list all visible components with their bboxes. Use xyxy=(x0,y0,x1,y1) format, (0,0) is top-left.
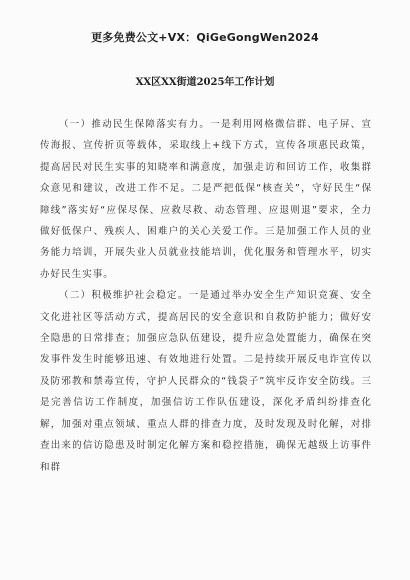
document-body xyxy=(40,114,372,478)
promo-header: 更多免费公文+VX：QiGeGongWen2024 xyxy=(91,31,319,44)
document-title: XX区XX街道2025年工作计划 xyxy=(135,77,275,88)
paragraph-stability: （二）积极维护社会稳定。一是通过举办安全生产知识竞赛、安全文化进社区等活动方式，提高居民的安全意识和自救防护能力；做好安全隐患的日常排查；加强应急队伍建设，提升应急处置能力，确保在突发事件发生时能够迅速、有效地进行处置。二是持续开展反电诈宣传以及防邪教和禁毒宣传，守护人民群众的“钱袋子”筑牢反诈安全防线。三是完善信访工作制度，加强信访工作队伍建设，深化矛盾纠纷排查化解，加强对重点领域、重点人群的排查力度，及时发现及时化解，对排查出来的信访隐患及时制定化解方案和稳控措施，确保无越级上访事件和群 xyxy=(40,290,372,473)
paragraph-livelihood: （一）推动民生保障落实有力。一是利用网格微信群、电子屏、宣传海报、宣传折页等载体，采取线上+线下方式，宣传各项惠民政策，提高居民对民生实事的知晓率和满意度，加强走访和回访工作，收集群众意见和建议，改进工作不足。二是严把低保“核查关”，守好民生“保障线”落实好“应保尽保、应救尽救、动态管理、应退则退”要求，全力做好低保户、残疾人、困难户的关心关爱工作。三是加强工作人员的业务能力培训，开展失业人员就业技能培训，优化服务和管理水平，切实办好民生实事。 xyxy=(40,119,372,280)
